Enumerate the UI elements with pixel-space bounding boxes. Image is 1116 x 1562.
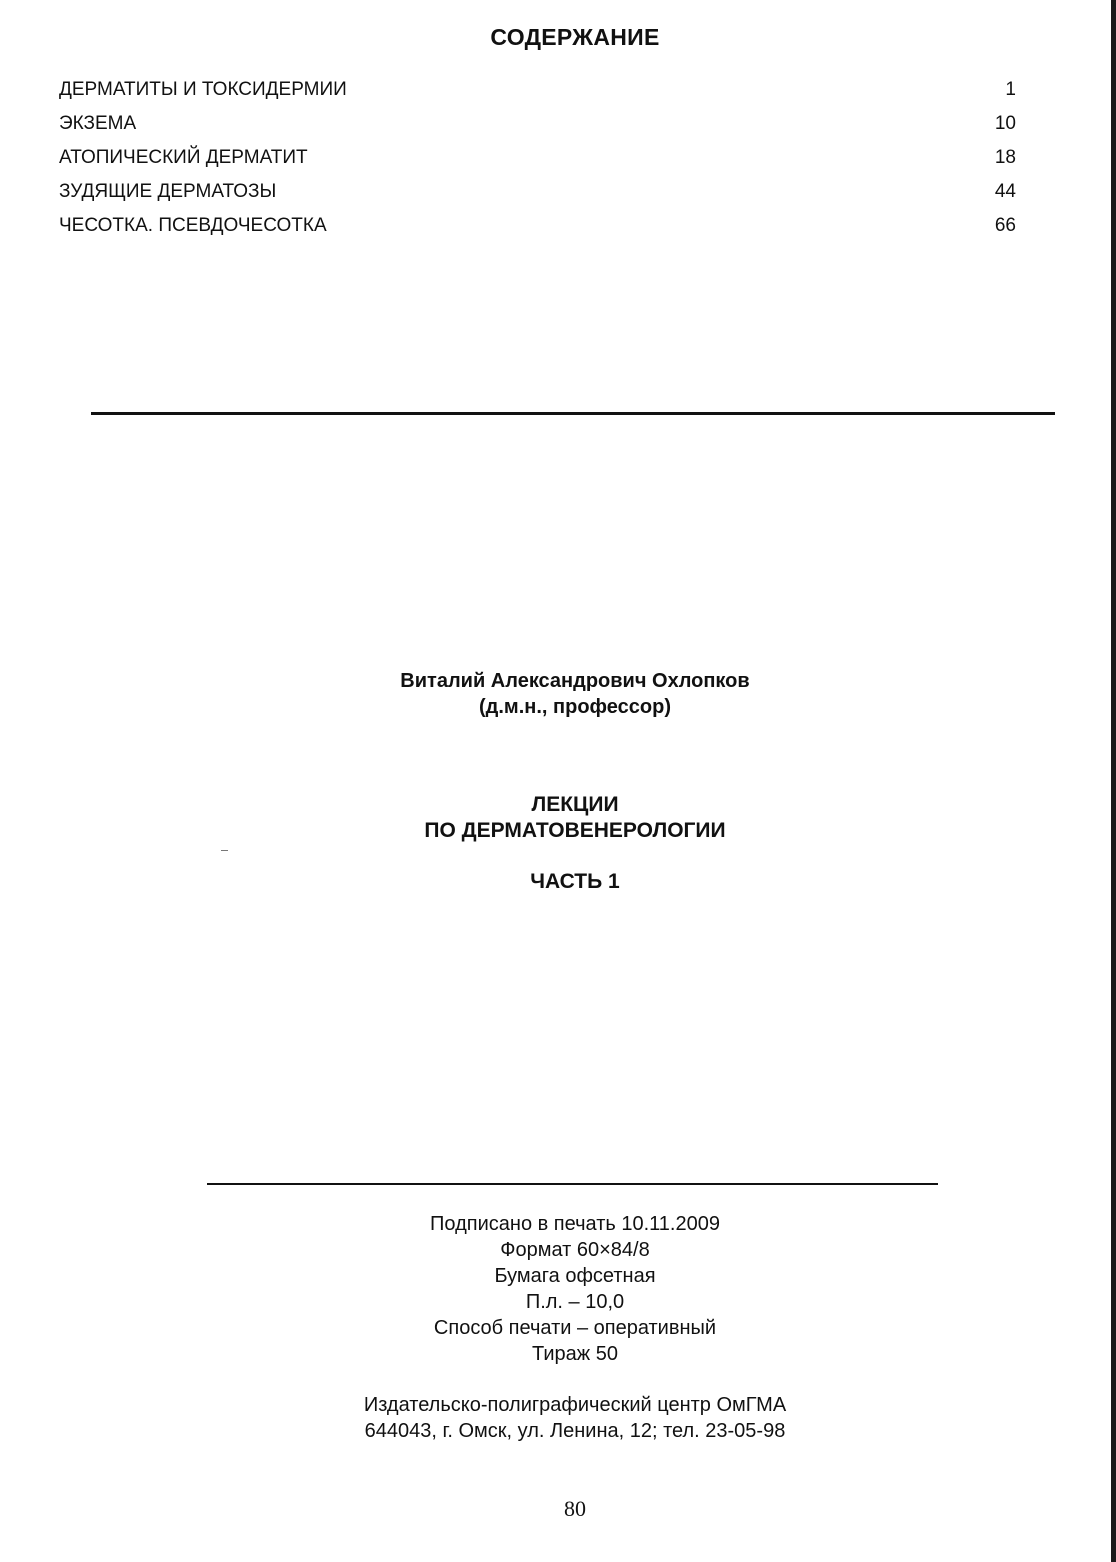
book-title-line: ЛЕКЦИИ [531, 793, 619, 816]
toc-entry-label: АТОПИЧЕСКИЙ ДЕРМАТИТ [59, 147, 308, 168]
imprint-line: Бумага офсетная [494, 1265, 656, 1287]
toc-entry-label: ЭКЗЕМА [59, 113, 137, 134]
imprint-line: Формат 60×84/8 [500, 1239, 650, 1261]
imprint-divider [207, 1183, 938, 1185]
toc-entry [59, 146, 1016, 170]
toc-entry [59, 78, 1016, 102]
imprint-line: Подписано в печать 10.11.2009 [430, 1213, 720, 1235]
toc-entry [59, 214, 1016, 238]
book-title [0, 792, 1116, 844]
toc-entry-page: 10 [994, 113, 1016, 134]
toc-entry-page: 66 [994, 215, 1016, 236]
toc-entry-label: ДЕРМАТИТЫ И ТОКСИДЕРМИИ [59, 79, 347, 100]
toc-entry-page: 44 [994, 181, 1016, 202]
toc-entry-page: 18 [994, 147, 1016, 168]
imprint-line: П.л. – 10,0 [525, 1291, 625, 1313]
book-part: ЧАСТЬ 1 [530, 870, 620, 893]
section-divider [91, 412, 1055, 415]
toc-entry [59, 112, 1016, 136]
author-block [0, 668, 1116, 720]
toc-entry-label: ЗУДЯЩИЕ ДЕРМАТОЗЫ [59, 181, 277, 202]
toc-title: СОДЕРЖАНИЕ [490, 24, 660, 50]
toc-entry-label: ЧЕСОТКА. ПСЕВДОЧЕСОТКА [59, 215, 327, 236]
publisher-name: Издательско-полиграфический центр ОмГМА [363, 1394, 787, 1416]
toc-entry [59, 180, 1016, 204]
scan-speck [221, 850, 228, 851]
author-credentials: (д.м.н., профессор) [479, 696, 671, 718]
page-number: 80 [564, 1496, 586, 1521]
publisher-address: 644043, г. Омск, ул. Ленина, 12; тел. 23-05-98 [364, 1420, 786, 1442]
imprint-line: Тираж 50 [532, 1343, 618, 1365]
imprint-line: Способ печати – оперативный [433, 1317, 717, 1339]
publisher-block [0, 1392, 1116, 1444]
book-title-line: ПО ДЕРМАТОВЕНЕРОЛОГИИ [424, 819, 726, 842]
toc-entry-page: 1 [1005, 79, 1016, 100]
imprint-block [0, 1211, 1116, 1367]
author-name: Виталий Александрович Охлопков [400, 670, 750, 692]
